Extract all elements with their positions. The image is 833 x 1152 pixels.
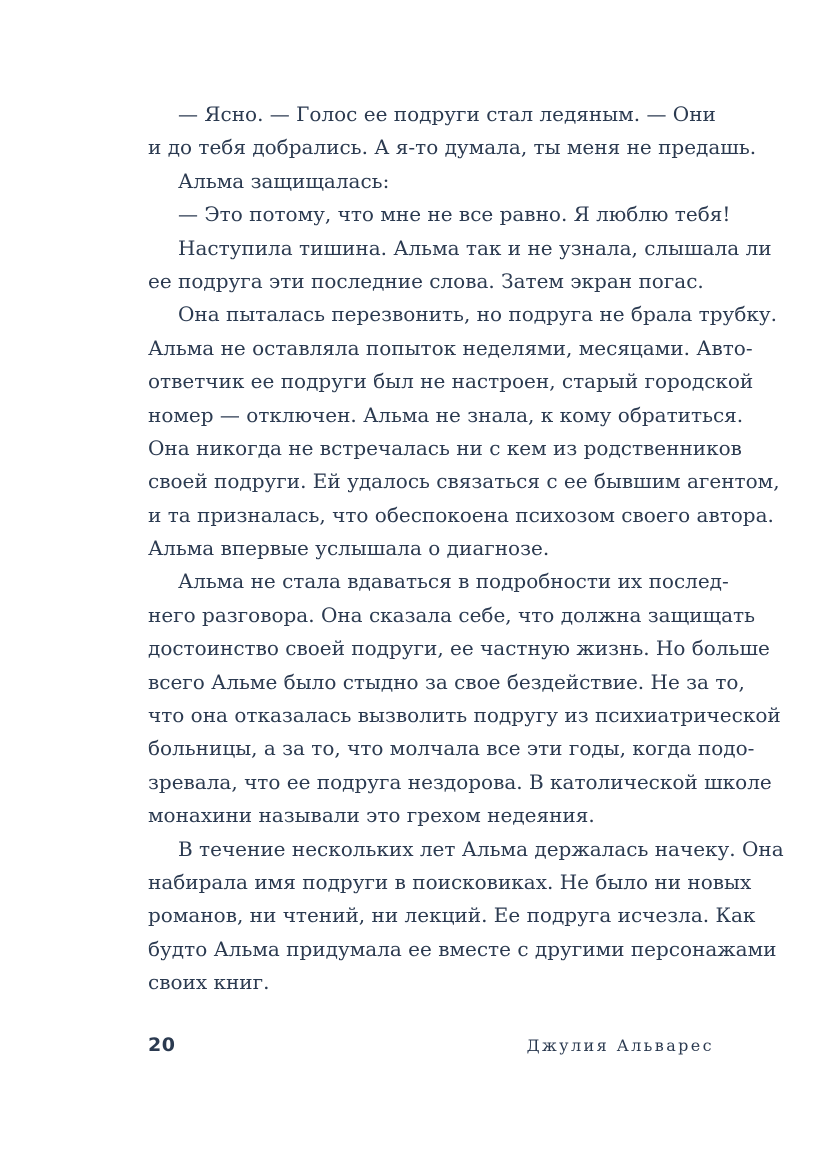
page-number: 20: [148, 1034, 176, 1056]
text-line: него разговора. Она сказала себе, что должна защищать: [148, 602, 756, 627]
text-line: больницы, а за то, что молчала все эти годы, когда подо-: [148, 736, 755, 761]
text-line: Альма не оставляла попыток неделями, месяцами. Авто-: [148, 335, 753, 360]
text-line: Наступила тишина. Альма так и не узнала, слышала ли: [178, 235, 772, 260]
text-line: Альма не стала вдаваться в подробности их послед-: [178, 569, 729, 594]
running-head-author: Джулия Альварес: [526, 1036, 714, 1055]
text-line: ответчик ее подруги был не настроен, старый городской: [148, 369, 754, 394]
text-line: романов, ни чтений, ни лекций. Ее подруга исчезла. Как: [148, 903, 756, 928]
text-line: своей подруги. Ей удалось связаться с ее бывшим агентом,: [148, 469, 780, 494]
text-line: монахини называли это грехом недеяния.: [148, 803, 595, 828]
text-line: — Ясно. — Голос ее подруги стал ледяным. — Они: [178, 102, 716, 126]
text-line: своих книг.: [148, 970, 270, 995]
text-line: что она отказалась вызволить подругу из психиатрической: [148, 703, 781, 728]
text-line: Альма впервые услышала о диагнозе.: [148, 536, 550, 561]
text-line: Она никогда не встречалась ни с кем из родственников: [148, 435, 742, 460]
text-line: набирала имя подруги в поисковиках. Не было ни новых: [148, 869, 752, 894]
text-line: всего Альме было стыдно за свое бездействие. Не за то,: [148, 669, 745, 694]
text-line: будто Альма придумала ее вместе с другими персонажами: [148, 936, 777, 961]
text-line: ее подруга эти последние слова. Затем экран погас.: [148, 268, 704, 293]
text-line: Альма защищалась:: [178, 168, 390, 193]
text-line: — Это потому, что мне не все равно. Я люблю тебя!: [178, 202, 731, 227]
text-line: Она пыталась перезвонить, но подруга не брала трубку.: [178, 302, 777, 327]
text-line: и до тебя добрались. А я-то думала, ты меня не предашь.: [148, 135, 757, 160]
text-line: В течение нескольких лет Альма держалась начеку. Она: [178, 836, 784, 861]
body-text: [148, 98, 784, 1000]
text-line: номер — отключен. Альма не знала, к кому обратиться.: [148, 402, 744, 427]
text-line: достоинство своей подруги, ее частную жизнь. Но больше: [148, 636, 770, 661]
text-line: зревала, что ее подруга нездорова. В католической школе: [148, 769, 772, 794]
text-line: и та призналась, что обеспокоена психозом своего автора.: [148, 502, 774, 527]
